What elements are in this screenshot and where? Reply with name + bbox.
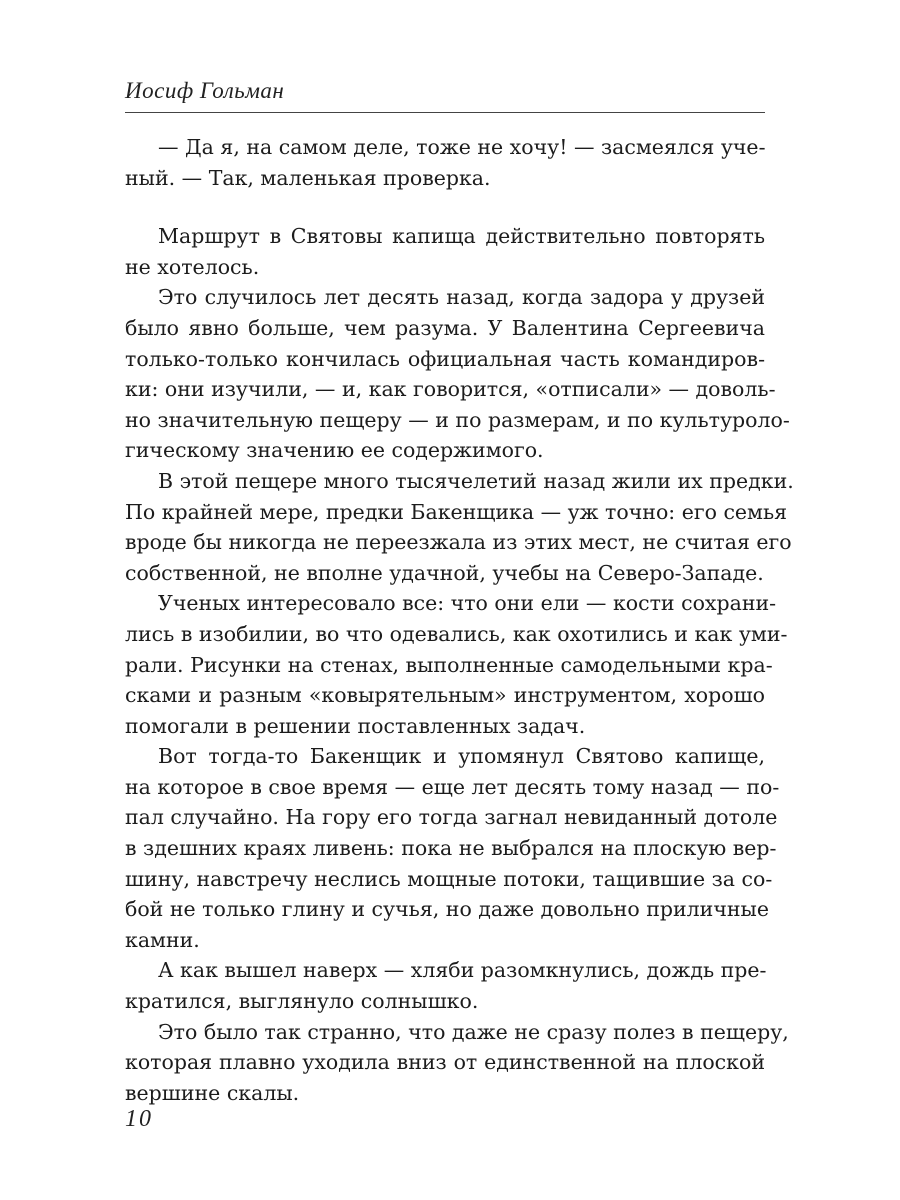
- body-text: [125, 132, 794, 1108]
- text-line: Вот тогда-то Бакенщик и упомянул Святово капище,: [158, 744, 765, 769]
- paragraph: [125, 282, 790, 466]
- text-line: ный. — Так, маленькая проверка.: [125, 165, 491, 190]
- text-line: А как вышел наверх — хляби разомкнулись, дождь пре-: [158, 958, 767, 983]
- text-line: помогали в решении поставленных задач.: [125, 713, 586, 738]
- text-line: которая плавно уходила вниз от единственной на плоской: [125, 1050, 765, 1075]
- page-number: 10: [125, 1106, 153, 1132]
- text-line: но значительную пещеру — и по размерам, и по культуроло-: [125, 407, 790, 432]
- paragraph: [125, 466, 794, 588]
- text-line: бой не только глину и сучья, но даже довольно приличные: [125, 897, 770, 922]
- text-line: на которое в свое время — еще лет десять тому назад — по-: [125, 774, 780, 799]
- text-line: вершине скалы.: [125, 1080, 300, 1105]
- text-line: в здешних краях ливень: пока не выбрался на плоскую вер-: [125, 836, 777, 861]
- paragraph: [125, 588, 788, 741]
- header-rule: [125, 112, 765, 113]
- paragraph: [125, 132, 765, 193]
- text-line: вроде бы никогда не переезжала из этих мест, не считая его: [125, 530, 792, 555]
- text-line: шину, навстречу неслись мощные потоки, тащившие за со-: [125, 866, 773, 891]
- text-line: Ученых интересовало все: что они ели — кости сохрани-: [158, 591, 777, 616]
- text-line: Маршрут в Святовы капища действительно повторять: [158, 224, 765, 249]
- text-line: лись в изобилии, во что одевались, как охотились и как уми-: [125, 621, 788, 646]
- paragraph: [125, 221, 765, 282]
- text-line: только-только кончилась официальная часть командиров-: [125, 346, 765, 371]
- running-head-author: Иосиф Гольман: [125, 78, 285, 103]
- text-line: рали. Рисунки на стенах, выполненные самодельными кра-: [125, 652, 773, 677]
- text-line: пал случайно. На гору его тогда загнал невиданный дотоле: [125, 805, 778, 830]
- text-line: кратился, выглянуло солнышко.: [125, 989, 479, 1014]
- text-line: сками и разным «ковырятельным» инструментом, хорошо: [125, 683, 765, 708]
- text-line: было явно больше, чем разума. У Валентина Сергеевича: [125, 315, 765, 340]
- text-line: По крайней мере, предки Бакенщика — уж точно: его семья: [125, 499, 788, 524]
- paragraph: [125, 955, 765, 1016]
- paragraph: [125, 1017, 789, 1109]
- text-line: Это было так странно, что даже не сразу полез в пещеру,: [158, 1019, 789, 1044]
- text-line: собственной, не вполне удачной, учебы на Северо-Западе.: [125, 560, 764, 585]
- paragraph: [125, 741, 780, 955]
- text-line: В этой пещере много тысячелетий назад жили их предки.: [158, 468, 794, 493]
- text-line: Это случилось лет десять назад, когда задора у друзей: [158, 285, 765, 310]
- text-line: — Да я, на самом деле, тоже не хочу! — засмеялся уче-: [158, 135, 766, 159]
- text-line: ки: они изучили, — и, как говорится, «отписали» — доволь-: [125, 377, 776, 402]
- text-line: гическому значению ее содержимого.: [125, 438, 544, 463]
- text-line: не хотелось.: [125, 254, 260, 279]
- section-break: [125, 193, 765, 221]
- text-line: камни.: [125, 927, 200, 952]
